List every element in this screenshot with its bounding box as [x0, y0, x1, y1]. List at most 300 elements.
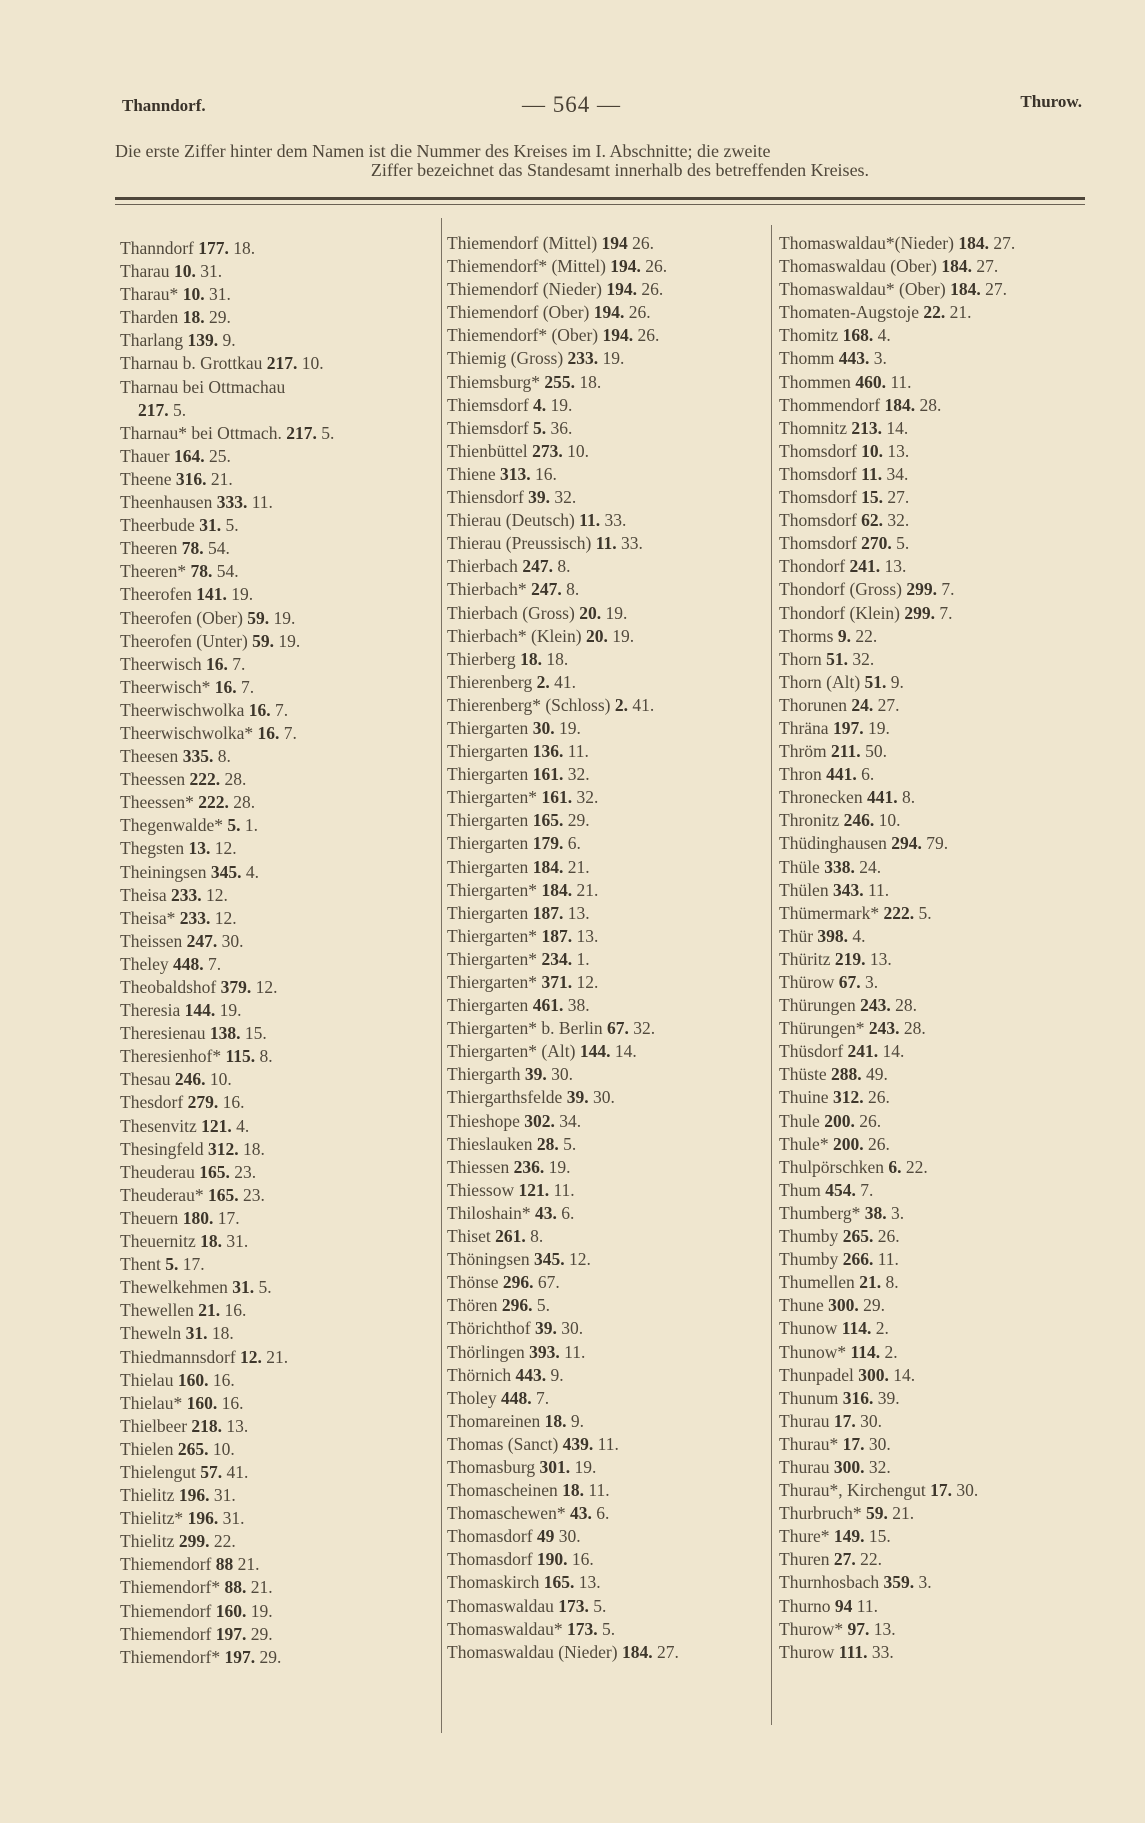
kreis-number: 288.	[831, 1064, 862, 1085]
kreis-number: 49	[536, 1526, 555, 1547]
index-entry	[120, 1276, 440, 1299]
index-entry	[779, 648, 1099, 671]
place-name: Thronitz	[779, 810, 840, 831]
kreis-number: 300.	[858, 1364, 889, 1385]
index-entry	[120, 583, 440, 606]
kreis-number: 136.	[532, 741, 564, 762]
standesamt-number: 19.	[612, 625, 635, 646]
place-name: Thümermark*	[779, 902, 880, 923]
kreis-number: 38.	[864, 1202, 887, 1223]
index-entry	[779, 509, 1099, 532]
kreis-number: 17.	[833, 1410, 856, 1431]
place-name: Theley	[120, 953, 169, 974]
index-entry	[120, 745, 440, 768]
kreis-number: 31.	[232, 1277, 255, 1298]
place-name: Thuren	[779, 1549, 830, 1570]
kreis-number: 218.	[191, 1415, 223, 1436]
kreis-number: 359.	[883, 1572, 915, 1593]
kreis-number: 2.	[536, 671, 550, 692]
standesamt-number: 41.	[632, 694, 655, 715]
header-rule-thin	[115, 204, 1085, 205]
index-entry	[447, 1387, 767, 1410]
index-entry	[120, 699, 440, 722]
standesamt-number: 28.	[233, 792, 256, 813]
place-name: Theenhausen	[120, 492, 213, 513]
place-name: Thomaswaldau (Nieder)	[447, 1641, 618, 1662]
place-name: Thomnitz	[779, 417, 848, 438]
standesamt-number: 5.	[258, 1277, 272, 1298]
place-name: Thomsdorf	[779, 510, 857, 531]
place-name: Theessen	[120, 769, 186, 790]
place-name: Theuernitz	[120, 1231, 196, 1252]
kreis-number: 177.	[198, 238, 229, 258]
place-name: Thanndorf	[120, 238, 194, 258]
index-entry	[120, 676, 440, 699]
standesamt-number: 32.	[852, 648, 875, 669]
kreis-number: 164.	[173, 445, 205, 466]
index-entry	[120, 1461, 440, 1484]
standesamt-number: 3.	[890, 1202, 905, 1223]
standesamt-number: 27.	[993, 233, 1016, 253]
place-name: Thöningsen	[447, 1249, 530, 1270]
index-entry	[447, 1502, 767, 1525]
kreis-number: 247.	[522, 556, 553, 577]
index-entry	[120, 1161, 440, 1184]
standesamt-number: 13.	[887, 440, 910, 461]
index-entry	[120, 1623, 440, 1646]
place-name: Thum	[779, 1179, 821, 1200]
index-entry	[779, 1248, 1099, 1271]
index-entry	[779, 1548, 1099, 1571]
index-entry	[779, 809, 1099, 832]
place-name: Thielau	[120, 1369, 174, 1390]
index-entry	[779, 1017, 1099, 1040]
index-entry	[447, 417, 767, 440]
place-name: Thronecken	[779, 787, 863, 808]
standesamt-number: 26.	[867, 1133, 890, 1154]
place-name: Thurau	[779, 1410, 830, 1431]
index-entry	[120, 1553, 440, 1576]
standesamt-number: 19.	[219, 1000, 242, 1021]
standesamt-number: 50.	[865, 741, 887, 762]
index-entry	[779, 1641, 1099, 1664]
kreis-number: 345.	[534, 1249, 565, 1270]
place-name: Thomsdorf	[779, 487, 857, 508]
place-name: Thören	[447, 1295, 498, 1316]
place-name: Thauer	[120, 445, 170, 466]
place-name: Thiemendorf (Ober)	[447, 302, 590, 323]
standesamt-number: 54.	[216, 561, 239, 582]
index-entry	[779, 948, 1099, 971]
kreis-number: 114.	[850, 1341, 881, 1362]
place-name: Thiergarten*	[447, 879, 538, 900]
page-number: — 564 —	[522, 92, 621, 117]
place-name: Thiergarten	[447, 741, 529, 762]
standesamt-number: 15.	[868, 1526, 891, 1547]
standesamt-number: 12.	[569, 1249, 591, 1270]
place-name: Thüsdorf	[779, 1041, 844, 1062]
header-rule-thick	[115, 197, 1085, 200]
standesamt-number: 8.	[259, 1046, 273, 1067]
place-name: Theuderau	[120, 1161, 195, 1182]
index-entry	[120, 1299, 440, 1322]
kreis-number: 121.	[201, 1115, 232, 1136]
index-entry	[779, 324, 1099, 347]
place-name: Thiergarthsfelde	[447, 1087, 563, 1108]
index-entry	[120, 884, 440, 907]
kreis-number: 88	[215, 1554, 234, 1575]
kreis-number: 194.	[602, 325, 634, 346]
standesamt-number: 27.	[656, 1641, 679, 1662]
column-divider-2	[771, 225, 772, 1725]
index-entry	[779, 1502, 1099, 1525]
index-entry	[120, 283, 440, 306]
kreis-number: 460.	[855, 371, 886, 392]
kreis-number: 59.	[252, 630, 275, 651]
standesamt-number: 18.	[546, 648, 569, 669]
standesamt-number: 32.	[554, 487, 577, 508]
kreis-number: 18.	[520, 648, 542, 669]
standesamt-number: 26.	[637, 325, 660, 346]
place-name: Thunum	[779, 1387, 839, 1408]
place-name: Thiergarten*	[447, 972, 538, 992]
place-name: Thiergarten*	[447, 787, 538, 808]
index-entry	[120, 976, 440, 999]
standesamt-number: 9.	[890, 671, 904, 692]
standesamt-number: 27.	[887, 487, 910, 508]
standesamt-number: 5.	[563, 1133, 577, 1154]
kreis-number: 296.	[501, 1295, 533, 1316]
index-entry	[120, 1115, 440, 1138]
place-name: Thiergarten	[447, 902, 529, 923]
place-name: Thegenwalde*	[120, 815, 224, 836]
kreis-number: 59.	[866, 1503, 888, 1524]
kreis-number: 184.	[958, 233, 989, 253]
place-name: Thiergarten	[447, 856, 529, 877]
place-name: Thielitz	[120, 1485, 175, 1506]
index-entry	[779, 371, 1099, 394]
place-name: Theresienau	[120, 1023, 206, 1044]
standesamt-number: 10.	[301, 353, 324, 374]
index-entry	[120, 376, 440, 399]
place-name: Theerofen (Ober)	[120, 607, 243, 628]
kreis-number: 187.	[541, 925, 573, 946]
place-name: Theisa	[120, 884, 167, 905]
standesamt-number: 38.	[567, 995, 590, 1016]
index-entry	[779, 1456, 1099, 1479]
index-entry	[779, 486, 1099, 509]
place-name: Tharau	[120, 261, 170, 282]
place-name: Thron	[779, 764, 822, 785]
index-entry	[120, 560, 440, 583]
kreis-number: 217.	[138, 399, 169, 420]
index-entry	[447, 1017, 767, 1040]
index-entry	[779, 1133, 1099, 1156]
kreis-number: 28.	[536, 1133, 559, 1154]
kreis-number: 233.	[179, 907, 211, 928]
place-name: Thiemendorf (Mittel)	[447, 233, 598, 253]
kreis-number: 187.	[532, 902, 564, 923]
standesamt-number: 22.	[855, 625, 878, 646]
kreis-number: 197.	[215, 1623, 247, 1644]
standesamt-number: 14.	[886, 417, 909, 438]
kreis-number: 299.	[904, 602, 936, 623]
standesamt-number: 27.	[976, 256, 999, 277]
kreis-number: 179.	[532, 833, 564, 854]
place-name: Thüste	[779, 1064, 827, 1085]
standesamt-number: 19.	[602, 348, 625, 369]
index-entry	[447, 740, 767, 763]
standesamt-number: 5.	[602, 1618, 616, 1639]
standesamt-number: 6.	[596, 1503, 610, 1524]
standesamt-number: 3.	[918, 1572, 932, 1593]
index-entry	[120, 445, 440, 468]
index-entry	[120, 237, 440, 260]
index-entry	[447, 1179, 767, 1202]
standesamt-number: 5.	[321, 422, 335, 443]
standesamt-number: 8.	[885, 1272, 899, 1293]
index-entry	[779, 1040, 1099, 1063]
index-entry	[120, 1369, 440, 1392]
standesamt-number: 7.	[283, 722, 297, 743]
kreis-number: 88.	[224, 1577, 247, 1598]
kreis-number: 180.	[182, 1207, 214, 1228]
standesamt-number: 11.	[567, 741, 589, 762]
place-name: Thulpörschken	[779, 1156, 884, 1177]
kreis-number: 379.	[220, 977, 252, 997]
standesamt-number: 28.	[903, 1018, 926, 1039]
index-entry	[779, 555, 1099, 578]
kreis-number: 67.	[838, 972, 861, 992]
kreis-number: 17.	[930, 1480, 953, 1501]
index-entry	[779, 578, 1099, 601]
kreis-number: 241.	[849, 556, 881, 577]
place-name: Thielitz	[120, 1531, 175, 1552]
place-name: Thülen	[779, 879, 829, 900]
place-name: Thiedmannsdorf	[120, 1346, 236, 1367]
index-entry	[779, 856, 1099, 879]
place-name: Tharlang	[120, 330, 184, 351]
kreis-number: 16.	[257, 722, 280, 743]
kreis-number: 246.	[843, 810, 875, 831]
place-name: Thesingfeld	[120, 1138, 204, 1159]
index-entry	[447, 532, 767, 555]
index-entry	[447, 879, 767, 902]
kreis-number: 39.	[528, 487, 551, 508]
index-entry	[447, 509, 767, 532]
place-name: Thierbach*	[447, 579, 527, 600]
kreis-number: 243.	[868, 1018, 900, 1039]
place-name: Thielitz*	[120, 1508, 184, 1529]
place-name: Thiessow	[447, 1179, 515, 1200]
standesamt-number: 19.	[278, 630, 301, 651]
index-entry	[120, 722, 440, 745]
standesamt-number: 26.	[859, 1110, 882, 1131]
standesamt-number: 30.	[868, 1433, 891, 1454]
standesamt-number: 11.	[877, 1249, 899, 1270]
standesamt-number: 28.	[224, 769, 247, 790]
standesamt-number: 21.	[237, 1554, 260, 1575]
standesamt-number: 11.	[890, 371, 912, 392]
kreis-number: 59.	[247, 607, 270, 628]
standesamt-number: 7.	[275, 699, 289, 720]
standesamt-number: 10.	[878, 810, 901, 831]
index-column-3	[779, 232, 1099, 1664]
standesamt-number: 12.	[576, 972, 599, 992]
place-name: Theresienhof*	[120, 1046, 222, 1067]
index-entry	[120, 468, 440, 491]
place-name: Thomaswaldau	[447, 1595, 554, 1616]
index-entry	[120, 399, 440, 422]
index-column-2	[447, 232, 767, 1664]
kreis-number: 270.	[861, 533, 892, 554]
index-entry	[447, 440, 767, 463]
index-entry	[447, 1110, 767, 1133]
place-name: Thurnhosbach	[779, 1572, 880, 1593]
standesamt-number: 29.	[250, 1623, 273, 1644]
index-entry	[447, 1618, 767, 1641]
standesamt-number: 7.	[860, 1179, 874, 1200]
place-name: Thörichthof	[447, 1318, 531, 1339]
index-entry	[779, 763, 1099, 786]
place-name: Thürungen*	[779, 1018, 865, 1039]
index-entry	[447, 1571, 767, 1594]
place-name: Thegsten	[120, 838, 185, 859]
index-entry	[779, 440, 1099, 463]
kreis-number: 6.	[888, 1156, 902, 1177]
standesamt-number: 18.	[579, 371, 602, 392]
place-name: Thielen	[120, 1438, 174, 1459]
place-name: Thierbach	[447, 556, 518, 577]
index-entry	[120, 1230, 440, 1253]
kreis-number: 121.	[518, 1179, 550, 1200]
index-entry	[447, 994, 767, 1017]
kreis-number: 266.	[842, 1249, 874, 1270]
standesamt-number: 21.	[210, 468, 233, 489]
place-name: Thurow	[779, 1641, 835, 1662]
standesamt-number: 10.	[212, 1438, 235, 1459]
place-name: Thomaswaldau*(Nieder)	[779, 233, 954, 253]
kreis-number: 273.	[532, 440, 563, 461]
index-entry	[447, 301, 767, 324]
kreis-number: 160.	[177, 1369, 209, 1390]
kreis-number: 234.	[541, 948, 573, 969]
index-entry	[447, 278, 767, 301]
index-entry	[120, 1600, 440, 1623]
index-entry	[120, 329, 440, 352]
index-entry	[120, 861, 440, 884]
place-name: Tharnau* bei Ottmach.	[120, 422, 282, 443]
place-name: Thieslauken	[447, 1133, 533, 1154]
standesamt-number: 33.	[604, 510, 627, 531]
index-entry	[120, 999, 440, 1022]
standesamt-number: 12.	[255, 977, 278, 997]
kreis-number: 78.	[190, 561, 213, 582]
kreis-number: 165.	[543, 1572, 575, 1593]
place-name: Thomasburg	[447, 1456, 536, 1477]
standesamt-number: 13.	[884, 556, 907, 577]
standesamt-number: 12.	[206, 884, 228, 905]
standesamt-number: 4.	[877, 325, 891, 346]
place-name: Thorms	[779, 625, 834, 646]
kreis-number: 62.	[861, 510, 884, 531]
place-name: Theerofen (Unter)	[120, 630, 248, 651]
kreis-number: 194.	[606, 279, 637, 300]
kreis-number: 448.	[172, 953, 204, 974]
index-entry	[447, 925, 767, 948]
standesamt-number: 7.	[941, 579, 955, 600]
index-column-1	[120, 237, 440, 1669]
index-entry	[779, 532, 1099, 555]
kreis-number: 196.	[187, 1508, 219, 1529]
kreis-number: 138.	[209, 1023, 241, 1044]
place-name: Thondorf (Klein)	[779, 602, 901, 623]
place-name: Thielengut	[120, 1461, 196, 1482]
standesamt-number: 26.	[645, 256, 668, 277]
kreis-number: 302.	[524, 1110, 555, 1131]
place-name: Thule*	[779, 1133, 829, 1154]
kreis-number: 333.	[216, 492, 248, 513]
standesamt-number: 33.	[621, 533, 643, 554]
kreis-number: 15.	[861, 487, 884, 508]
standesamt-number: 14.	[893, 1364, 916, 1385]
standesamt-number: 11.	[251, 492, 273, 513]
place-name: Thiemsdorf	[447, 394, 529, 415]
place-name: Thomsdorf	[779, 463, 857, 484]
index-entry	[779, 1571, 1099, 1594]
place-name: Theissen	[120, 930, 183, 951]
kreis-number: 300.	[828, 1295, 859, 1316]
place-name: Thiemendorf	[120, 1623, 212, 1644]
standesamt-number: 33.	[871, 1641, 894, 1662]
place-name: Thesenvitz	[120, 1115, 197, 1136]
standesamt-number: 13.	[578, 1572, 601, 1593]
index-entry	[120, 653, 440, 676]
index-entry	[120, 1253, 440, 1276]
standesamt-number: 34.	[886, 463, 909, 484]
place-name: Thiergarten	[447, 995, 529, 1016]
kreis-number: 18.	[200, 1231, 223, 1252]
place-name: Thewellen	[120, 1300, 194, 1321]
standesamt-number: 49.	[866, 1064, 888, 1085]
place-name: Thierenberg	[447, 671, 533, 692]
index-entry	[447, 1040, 767, 1063]
place-name: Thiene	[447, 463, 496, 484]
standesamt-number: 3.	[873, 348, 887, 369]
kreis-number: 184.	[941, 256, 972, 277]
index-entry	[779, 1387, 1099, 1410]
standesamt-number: 19.	[558, 717, 581, 738]
place-name: Theisa*	[120, 907, 176, 928]
kreis-number: 51.	[864, 671, 887, 692]
index-entry	[779, 1595, 1099, 1618]
kreis-number: 5.	[533, 417, 547, 438]
index-entry	[447, 625, 767, 648]
place-name: Thiloshain*	[447, 1202, 531, 1223]
standesamt-number: 7.	[939, 602, 953, 623]
index-entry	[447, 902, 767, 925]
kreis-number: 443.	[515, 1364, 547, 1385]
index-entry	[447, 486, 767, 509]
place-name: Thieshope	[447, 1110, 520, 1131]
standesamt-number: 31.	[213, 1485, 236, 1506]
kreis-number: 10.	[173, 261, 196, 282]
index-entry	[779, 1479, 1099, 1502]
standesamt-number: 5.	[593, 1595, 607, 1616]
place-name: Thurau*, Kirchengut	[779, 1480, 926, 1501]
kreis-number: 111.	[838, 1641, 868, 1662]
standesamt-number: 18.	[211, 1323, 234, 1344]
